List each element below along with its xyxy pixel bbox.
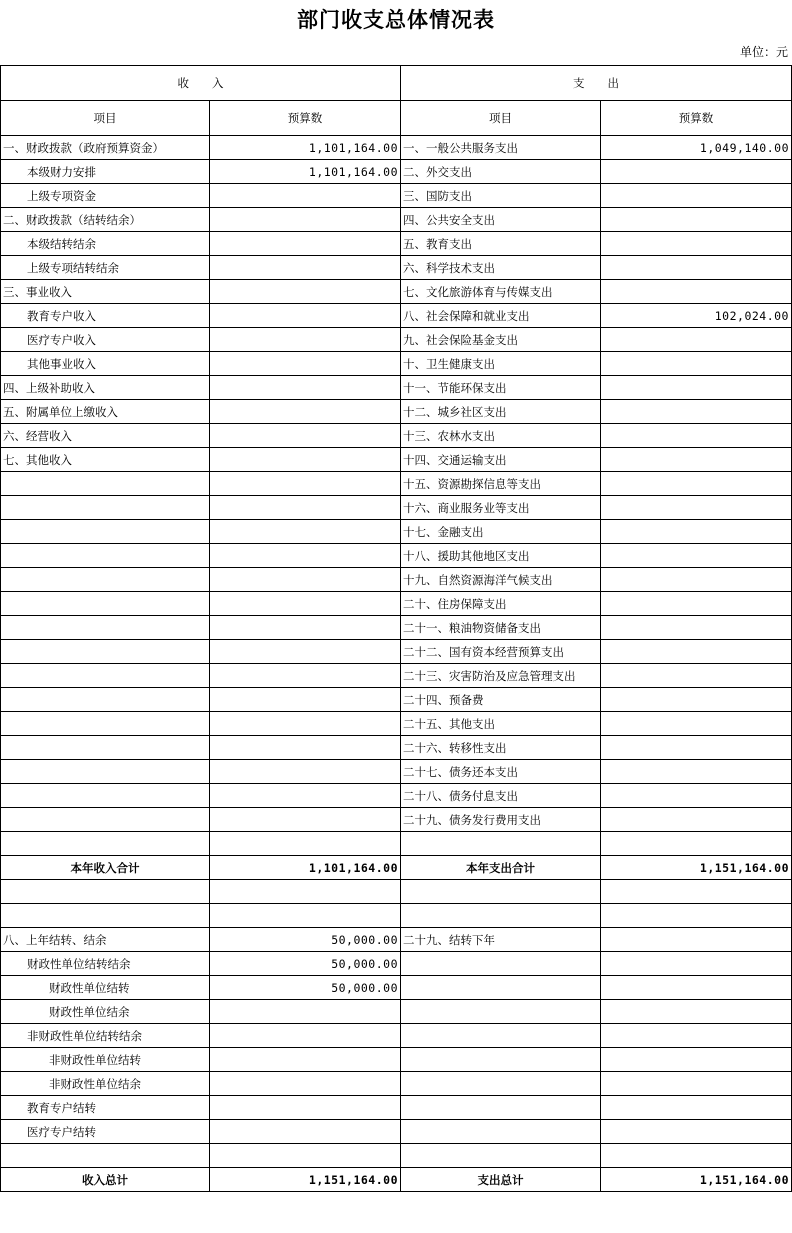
expense-budget-cell — [601, 208, 792, 232]
expense-item-cell — [401, 1000, 601, 1024]
expense-item-cell: 九、社会保险基金支出 — [401, 328, 601, 352]
income-budget-cell — [210, 904, 401, 928]
expense-item-cell: 二十、住房保障支出 — [401, 592, 601, 616]
income-budget-cell: 1,101,164.00 — [210, 856, 401, 880]
income-item-cell — [1, 520, 210, 544]
income-budget-cell — [210, 1048, 401, 1072]
income-item-cell: 六、经营收入 — [1, 424, 210, 448]
expense-budget-cell — [601, 232, 792, 256]
expense-item-cell: 十八、援助其他地区支出 — [401, 544, 601, 568]
expense-budget-cell — [601, 688, 792, 712]
expense-budget-cell — [601, 472, 792, 496]
expense-budget-header: 预算数 — [601, 101, 792, 136]
expense-item-cell: 二十二、国有资本经营预算支出 — [401, 640, 601, 664]
income-budget-cell — [210, 568, 401, 592]
table-row — [1, 904, 792, 928]
income-budget-cell: 1,151,164.00 — [210, 1168, 401, 1192]
income-budget-cell — [210, 832, 401, 856]
income-budget-cell — [210, 448, 401, 472]
expense-item-cell: 支出总计 — [401, 1168, 601, 1192]
expense-section-header: 支 出 — [401, 66, 792, 101]
income-budget-cell — [210, 784, 401, 808]
table-row — [1, 1000, 792, 1024]
expense-item-cell: 六、科学技术支出 — [401, 256, 601, 280]
expense-budget-cell — [601, 328, 792, 352]
table-row — [1, 688, 792, 712]
table-row — [1, 616, 792, 640]
expense-budget-cell — [601, 904, 792, 928]
income-item-cell — [1, 712, 210, 736]
section-header-row — [1, 66, 792, 101]
income-budget-cell — [210, 880, 401, 904]
expense-item-cell: 二、外交支出 — [401, 160, 601, 184]
budget-table — [0, 65, 792, 1192]
expense-budget-cell — [601, 352, 792, 376]
expense-item-cell: 二十三、灾害防治及应急管理支出 — [401, 664, 601, 688]
income-item-cell — [1, 664, 210, 688]
table-row — [1, 784, 792, 808]
unit-label: 单位：元 — [739, 45, 788, 59]
table-row — [1, 544, 792, 568]
table-row — [1, 400, 792, 424]
expense-item-cell — [401, 1144, 601, 1168]
expense-budget-cell — [601, 1096, 792, 1120]
expense-item-cell — [401, 952, 601, 976]
table-row — [1, 304, 792, 328]
income-budget-cell — [210, 664, 401, 688]
income-budget-cell — [210, 376, 401, 400]
income-item-cell: 财政性单位结余 — [1, 1000, 210, 1024]
income-budget-cell — [210, 400, 401, 424]
income-budget-cell — [210, 1000, 401, 1024]
income-item-cell: 本级财力安排 — [1, 160, 210, 184]
table-row — [1, 856, 792, 880]
income-budget-cell — [210, 1120, 401, 1144]
expense-item-cell: 二十六、转移性支出 — [401, 736, 601, 760]
income-budget-cell — [210, 712, 401, 736]
income-budget-cell: 50,000.00 — [210, 928, 401, 952]
expense-item-cell — [401, 976, 601, 1000]
expense-budget-cell — [601, 928, 792, 952]
table-row — [1, 1072, 792, 1096]
income-budget-cell — [210, 1144, 401, 1168]
expense-budget-cell — [601, 400, 792, 424]
column-header-row — [1, 101, 792, 136]
income-budget-cell: 1,101,164.00 — [210, 160, 401, 184]
expense-budget-cell: 1,151,164.00 — [601, 856, 792, 880]
expense-item-cell: 十二、城乡社区支出 — [401, 400, 601, 424]
expense-budget-cell — [601, 448, 792, 472]
income-item-cell: 非财政性单位结余 — [1, 1072, 210, 1096]
income-item-cell — [1, 1144, 210, 1168]
expense-budget-cell — [601, 184, 792, 208]
income-item-cell — [1, 688, 210, 712]
table-row — [1, 520, 792, 544]
expense-item-cell — [401, 832, 601, 856]
expense-budget-cell — [601, 1072, 792, 1096]
income-item-cell: 医疗专户结转 — [1, 1120, 210, 1144]
income-item-cell: 非财政性单位结转结余 — [1, 1024, 210, 1048]
expense-item-cell: 十六、商业服务业等支出 — [401, 496, 601, 520]
table-row — [1, 760, 792, 784]
expense-budget-cell — [601, 424, 792, 448]
income-budget-cell — [210, 616, 401, 640]
expense-budget-cell — [601, 640, 792, 664]
income-item-cell: 本级结转结余 — [1, 232, 210, 256]
income-item-cell: 五、附属单位上缴收入 — [1, 400, 210, 424]
income-item-cell — [1, 640, 210, 664]
table-row — [1, 208, 792, 232]
income-item-cell — [1, 496, 210, 520]
expense-item-cell: 十三、农林水支出 — [401, 424, 601, 448]
expense-budget-cell — [601, 160, 792, 184]
expense-item-cell: 本年支出合计 — [401, 856, 601, 880]
income-item-cell: 教育专户结转 — [1, 1096, 210, 1120]
expense-budget-cell — [601, 592, 792, 616]
income-budget-cell: 50,000.00 — [210, 952, 401, 976]
table-row — [1, 928, 792, 952]
expense-item-cell: 十一、节能环保支出 — [401, 376, 601, 400]
income-budget-cell — [210, 808, 401, 832]
income-budget-cell — [210, 424, 401, 448]
income-item-cell — [1, 880, 210, 904]
income-budget-cell — [210, 1072, 401, 1096]
income-item-cell: 四、上级补助收入 — [1, 376, 210, 400]
expense-budget-cell — [601, 1000, 792, 1024]
table-row — [1, 232, 792, 256]
income-item-cell: 二、财政拨款（结转结余） — [1, 208, 210, 232]
income-item-cell: 一、财政拨款（政府预算资金） — [1, 136, 210, 160]
income-item-cell: 财政性单位结转 — [1, 976, 210, 1000]
income-budget-cell — [210, 328, 401, 352]
expense-budget-cell — [601, 616, 792, 640]
income-budget-cell — [210, 496, 401, 520]
expense-item-cell — [401, 1096, 601, 1120]
table-row — [1, 448, 792, 472]
table-row — [1, 976, 792, 1000]
expense-item-cell: 二十四、预备费 — [401, 688, 601, 712]
expense-item-cell: 八、社会保障和就业支出 — [401, 304, 601, 328]
table-row — [1, 1024, 792, 1048]
income-item-cell: 上级专项资金 — [1, 184, 210, 208]
income-item-cell: 财政性单位结转结余 — [1, 952, 210, 976]
income-item-cell — [1, 472, 210, 496]
income-item-cell — [1, 808, 210, 832]
income-budget-cell — [210, 592, 401, 616]
table-row — [1, 1120, 792, 1144]
expense-item-cell — [401, 904, 601, 928]
expense-item-cell — [401, 1072, 601, 1096]
expense-item-cell: 十九、自然资源海洋气候支出 — [401, 568, 601, 592]
expense-item-cell: 二十八、债务付息支出 — [401, 784, 601, 808]
income-budget-cell — [210, 544, 401, 568]
income-budget-cell — [210, 640, 401, 664]
expense-budget-cell — [601, 1120, 792, 1144]
table-row — [1, 712, 792, 736]
income-budget-cell — [210, 184, 401, 208]
table-row — [1, 736, 792, 760]
table-row — [1, 808, 792, 832]
income-budget-cell — [210, 208, 401, 232]
expense-budget-cell — [601, 712, 792, 736]
expense-budget-cell — [601, 520, 792, 544]
income-item-cell: 收入总计 — [1, 1168, 210, 1192]
expense-item-cell: 七、文化旅游体育与传媒支出 — [401, 280, 601, 304]
expense-budget-cell — [601, 976, 792, 1000]
table-row — [1, 1168, 792, 1192]
income-item-cell: 上级专项结转结余 — [1, 256, 210, 280]
expense-item-cell — [401, 880, 601, 904]
table-row — [1, 952, 792, 976]
income-item-cell — [1, 904, 210, 928]
table-row — [1, 256, 792, 280]
income-budget-cell: 1,101,164.00 — [210, 136, 401, 160]
income-budget-cell — [210, 736, 401, 760]
table-row — [1, 640, 792, 664]
table-row — [1, 328, 792, 352]
income-budget-cell: 50,000.00 — [210, 976, 401, 1000]
expense-budget-cell — [601, 832, 792, 856]
expense-item-cell: 一、一般公共服务支出 — [401, 136, 601, 160]
expense-item-cell: 二十五、其他支出 — [401, 712, 601, 736]
income-budget-cell — [210, 352, 401, 376]
expense-budget-cell — [601, 880, 792, 904]
income-budget-cell — [210, 256, 401, 280]
income-item-cell — [1, 568, 210, 592]
expense-budget-cell — [601, 496, 792, 520]
income-budget-cell — [210, 304, 401, 328]
income-budget-cell — [210, 760, 401, 784]
table-row — [1, 352, 792, 376]
income-item-cell: 医疗专户收入 — [1, 328, 210, 352]
expense-budget-cell — [601, 808, 792, 832]
income-budget-cell — [210, 232, 401, 256]
table-row — [1, 136, 792, 160]
income-item-cell: 教育专户收入 — [1, 304, 210, 328]
table-row — [1, 832, 792, 856]
expense-item-cell: 十七、金融支出 — [401, 520, 601, 544]
page-title: 部门收支总体情况表 — [297, 7, 495, 32]
expense-budget-cell — [601, 760, 792, 784]
expense-item-cell — [401, 1048, 601, 1072]
expense-item-header: 项目 — [401, 101, 601, 136]
income-item-cell — [1, 544, 210, 568]
income-item-header: 项目 — [1, 101, 210, 136]
expense-item-cell: 十五、资源勘探信息等支出 — [401, 472, 601, 496]
income-item-cell: 七、其他收入 — [1, 448, 210, 472]
table-row — [1, 280, 792, 304]
income-budget-cell — [210, 688, 401, 712]
expense-budget-cell — [601, 280, 792, 304]
income-budget-cell — [210, 280, 401, 304]
table-row — [1, 496, 792, 520]
expense-budget-cell: 102,024.00 — [601, 304, 792, 328]
income-budget-cell — [210, 472, 401, 496]
income-item-cell: 八、上年结转、结余 — [1, 928, 210, 952]
table-row — [1, 592, 792, 616]
expense-item-cell — [401, 1024, 601, 1048]
expense-budget-cell — [601, 1144, 792, 1168]
expense-budget-cell — [601, 376, 792, 400]
table-row — [1, 1048, 792, 1072]
expense-item-cell: 十、卫生健康支出 — [401, 352, 601, 376]
income-budget-cell — [210, 1024, 401, 1048]
income-budget-cell — [210, 520, 401, 544]
income-item-cell: 本年收入合计 — [1, 856, 210, 880]
income-item-cell — [1, 616, 210, 640]
expense-budget-cell — [601, 256, 792, 280]
expense-item-cell: 四、公共安全支出 — [401, 208, 601, 232]
expense-item-cell: 五、教育支出 — [401, 232, 601, 256]
expense-budget-cell — [601, 736, 792, 760]
table-row — [1, 1144, 792, 1168]
table-row — [1, 664, 792, 688]
expense-budget-cell — [601, 544, 792, 568]
expense-item-cell: 三、国防支出 — [401, 184, 601, 208]
expense-budget-cell — [601, 1048, 792, 1072]
income-item-cell — [1, 832, 210, 856]
income-item-cell: 三、事业收入 — [1, 280, 210, 304]
income-budget-header: 预算数 — [210, 101, 401, 136]
expense-budget-cell — [601, 784, 792, 808]
expense-item-cell: 二十九、结转下年 — [401, 928, 601, 952]
income-item-cell — [1, 736, 210, 760]
expense-item-cell — [401, 1120, 601, 1144]
table-row — [1, 1096, 792, 1120]
expense-budget-cell — [601, 1024, 792, 1048]
income-item-cell — [1, 760, 210, 784]
income-item-cell — [1, 592, 210, 616]
income-item-cell — [1, 784, 210, 808]
expense-item-cell: 二十一、粮油物资储备支出 — [401, 616, 601, 640]
expense-item-cell: 二十九、债务发行费用支出 — [401, 808, 601, 832]
expense-item-cell: 十四、交通运输支出 — [401, 448, 601, 472]
expense-budget-cell — [601, 568, 792, 592]
expense-budget-cell: 1,151,164.00 — [601, 1168, 792, 1192]
income-budget-cell — [210, 1096, 401, 1120]
expense-item-cell: 二十七、债务还本支出 — [401, 760, 601, 784]
table-row — [1, 376, 792, 400]
income-item-cell: 非财政性单位结转 — [1, 1048, 210, 1072]
expense-budget-cell: 1,049,140.00 — [601, 136, 792, 160]
table-row — [1, 472, 792, 496]
table-row — [1, 424, 792, 448]
income-section-header: 收 入 — [1, 66, 401, 101]
income-item-cell: 其他事业收入 — [1, 352, 210, 376]
table-row — [1, 568, 792, 592]
expense-budget-cell — [601, 952, 792, 976]
table-row — [1, 184, 792, 208]
table-row — [1, 160, 792, 184]
table-row — [1, 880, 792, 904]
expense-budget-cell — [601, 664, 792, 688]
